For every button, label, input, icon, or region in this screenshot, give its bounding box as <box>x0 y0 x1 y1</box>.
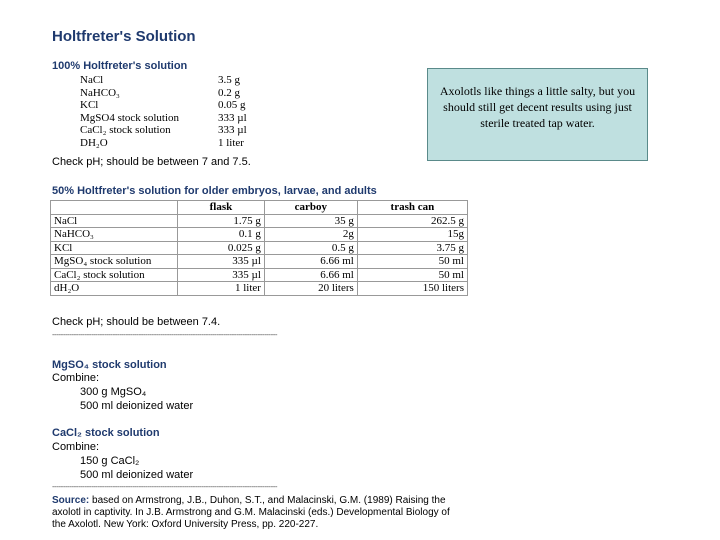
table-cell: 1 liter <box>178 282 265 296</box>
cacl2-combine: Combine: <box>52 441 100 453</box>
table-row <box>51 282 468 296</box>
recipe-ingredient: KCl <box>80 99 99 111</box>
table-cell: 0.5 g <box>264 241 357 255</box>
table-cell: 6.66 ml <box>264 268 357 282</box>
cacl2-line-1: 150 g CaCl₂ <box>80 455 140 467</box>
mgso4-line-2: 500 ml deionized water <box>80 400 194 412</box>
table-cell: 1.75 g <box>178 214 265 228</box>
recipe-amount: 333 µl <box>218 124 247 136</box>
recipe-ingredient: CaCl₂ stock solution <box>80 124 171 136</box>
table-cell: 35 g <box>264 214 357 228</box>
recipe-ingredient: DH₂O <box>80 136 108 149</box>
table-cell: 0.1 g <box>178 228 265 242</box>
table-header-row <box>51 201 468 215</box>
table-row <box>51 228 468 242</box>
recipe-amount: 0.2 g <box>218 86 240 99</box>
column-header <box>51 201 178 215</box>
half-solution-table <box>50 200 468 296</box>
half-solution-heading: 50% Holtfreter's solution for older embryos, larvae, and adults <box>52 185 377 197</box>
table-cell: 20 liters <box>264 282 357 296</box>
table-row <box>51 255 468 269</box>
column-header: flask <box>178 201 265 215</box>
recipe-row <box>80 74 247 87</box>
divider: -------------------------------------------------------------------------------------------------------- <box>52 330 278 339</box>
table-cell: 2g <box>264 228 357 242</box>
recipe-ingredient: NaCl <box>80 74 104 86</box>
half-solution-ph-note: Check pH; should be between 7.4. <box>52 316 221 328</box>
recipe-row <box>80 112 247 125</box>
source-text: based on Armstrong, J.B., Duhon, S.T., and Malacinski, G.M. (1989) Raising the axolotl in captivity. In J.B. Armstrong and G.M. Malacinski (eds.) Developmental Biology of the Axolotl. New York: Oxford University Press, pp. 220-227. <box>52 495 450 530</box>
recipe-row <box>80 99 247 112</box>
table-cell: 335 µl <box>178 268 265 282</box>
cacl2-line-2: 500 ml deionized water <box>80 469 194 481</box>
mgso4-heading: MgSO₄ stock solution <box>52 359 167 371</box>
column-header: trash can <box>357 201 467 215</box>
table-cell: 50 ml <box>357 255 467 269</box>
page-title: Holtfreter's Solution <box>52 28 196 45</box>
table-cell: KCl <box>51 241 178 255</box>
source-label: Source: <box>52 495 90 506</box>
recipe-amount: 333 µl <box>218 111 247 124</box>
recipe-ingredient: MgSO4 stock solution <box>80 111 180 124</box>
full-solution-recipe <box>80 74 247 149</box>
recipe-amount: 1 liter <box>218 136 244 149</box>
table-cell: 335 µl <box>178 255 265 269</box>
mgso4-combine: Combine: <box>52 372 100 384</box>
full-solution-heading: 100% Holtfreter's solution <box>52 60 188 72</box>
table-cell: 6.66 ml <box>264 255 357 269</box>
recipe-amount: 0.05 g <box>218 99 246 111</box>
table-row <box>51 214 468 228</box>
mgso4-line-1: 300 g MgSO₄ <box>80 386 147 398</box>
table-row <box>51 268 468 282</box>
table-cell: MgSO₄ stock solution <box>51 255 178 269</box>
recipe-amount: 3.5 g <box>218 74 240 86</box>
column-header: carboy <box>264 201 357 215</box>
table-cell: CaCl₂ stock solution <box>51 268 178 282</box>
table-cell: NaCl <box>51 214 178 228</box>
divider: -------------------------------------------------------------------------------------------------------- <box>52 482 278 491</box>
table-cell: 3.75 g <box>357 241 467 255</box>
table-cell: 15g <box>357 228 467 242</box>
recipe-row <box>80 137 247 150</box>
table-cell: 50 ml <box>357 268 467 282</box>
recipe-row <box>80 87 247 100</box>
recipe-row <box>80 124 247 137</box>
source-citation <box>52 495 462 531</box>
table-cell: NaHCO₃ <box>51 228 178 242</box>
full-solution-ph-note: Check pH; should be between 7 and 7.5. <box>52 156 251 168</box>
table-cell: dH₂O <box>51 282 178 296</box>
recipe-ingredient: NaHCO₃ <box>80 86 120 99</box>
table-row <box>51 241 468 255</box>
table-cell: 0.025 g <box>178 241 265 255</box>
table-cell: 262.5 g <box>357 214 467 228</box>
table-cell: 150 liters <box>357 282 467 296</box>
cacl2-heading: CaCl₂ stock solution <box>52 427 160 439</box>
note-box: Axolotls like things a little salty, but you should still get decent results using just sterile treated tap water. <box>427 68 648 161</box>
